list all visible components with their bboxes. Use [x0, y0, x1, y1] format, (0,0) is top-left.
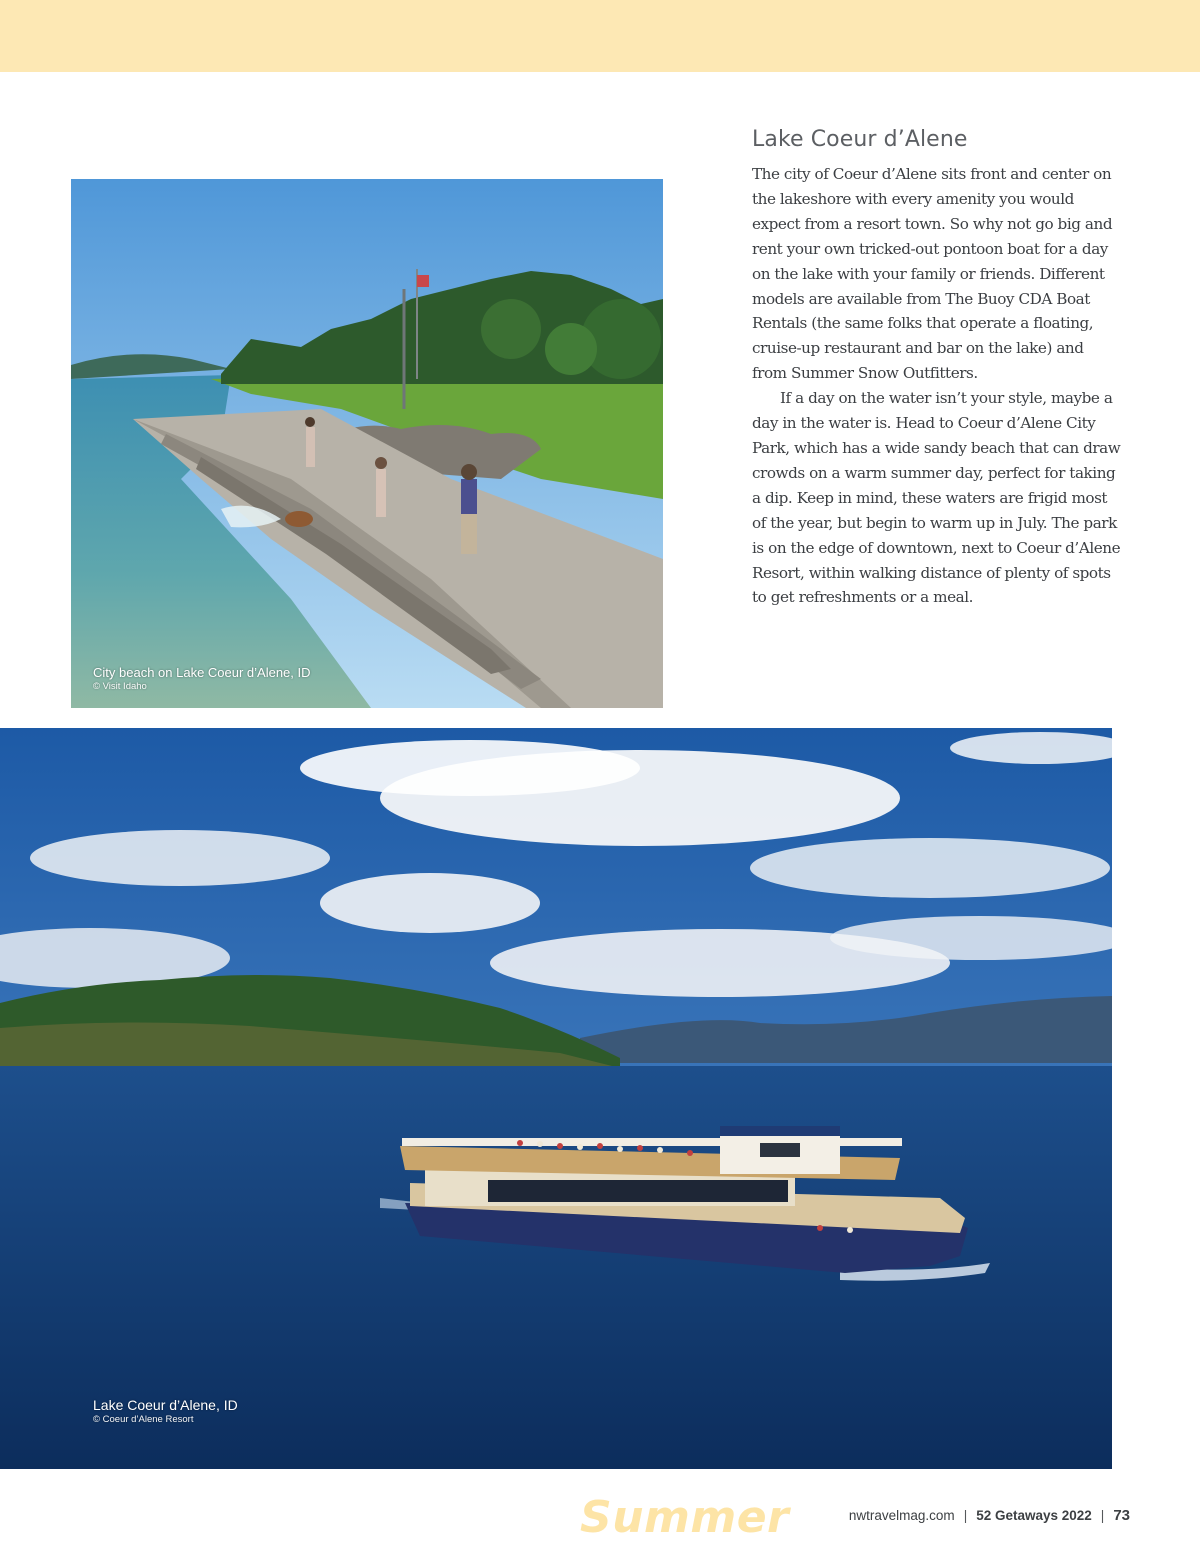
caption-title: Lake Coeur d’Alene, ID: [93, 1397, 238, 1413]
photo-caption: [93, 665, 311, 693]
article-paragraph: The city of Coeur d’Alene sits front and center on the lakeshore with every amenity you would expect from a resort town. So why not go big and rent your own tricked-out pontoon boat for a day on the lake with your family or friends. Different models are available from The Buoy CDA Boat Rentals (the same folks that operate a floating, cruise-up restaurant and bar on the lake) and from Summer Snow Outfitters.: [752, 165, 1113, 383]
site-url: nwtravelmag.com: [848, 1508, 955, 1523]
season-label: Summer: [580, 1492, 790, 1543]
article: [752, 124, 1122, 610]
footer-separator: |: [963, 1508, 968, 1523]
issue-title: 52 Getaways 2022: [976, 1508, 1092, 1523]
city-beach-photo: [71, 179, 663, 708]
page-number: 73: [1113, 1507, 1130, 1524]
caption-title: City beach on Lake Coeur d’Alene, ID: [93, 665, 311, 680]
footer-separator: |: [1100, 1508, 1105, 1523]
page-footer: [849, 1507, 1130, 1524]
caption-credit: © Visit Idaho: [93, 681, 147, 692]
lake-cruise-illustration: [0, 728, 1112, 1469]
city-beach-illustration: [71, 179, 663, 708]
photo-caption: [93, 1396, 238, 1426]
article-heading: Lake Coeur d’Alene: [752, 127, 968, 152]
top-color-band: [0, 0, 1200, 72]
article-paragraph: If a day on the water isn’t your style, maybe a day in the water is. Head to Coeur d’Alene City Park, which has a wide sandy beach that can draw crowds on a warm summer day, perfect for taking a dip. Keep in mind, these waters are frigid most of the year, but begin to warm up in July. The park is on the edge of downtown, next to Coeur d’Alene Resort, within walking distance of plenty of spots to get refreshments or a meal.: [752, 389, 1121, 607]
lake-cruise-photo: [0, 728, 1112, 1469]
caption-credit: © Coeur d’Alene Resort: [93, 1414, 194, 1425]
